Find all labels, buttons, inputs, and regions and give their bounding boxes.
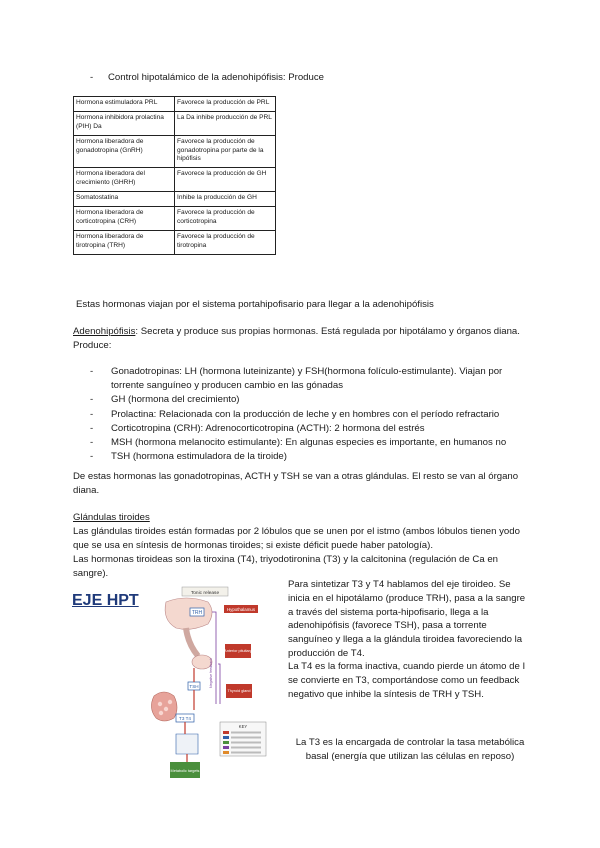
tiroides-heading: Glándulas tiroides [73, 512, 150, 523]
table-cell: Hormona liberadora de corticotropina (CRH) [74, 207, 175, 231]
table-row [74, 135, 276, 168]
table-row [74, 111, 276, 135]
bullet-dash: - [90, 451, 94, 463]
feedback-line [218, 664, 220, 704]
adeno-paragraph [73, 325, 533, 353]
feedback-label: Negative feedback [209, 658, 213, 688]
table-cell: La Da inhibe producción de PRL [175, 111, 276, 135]
table-row [74, 97, 276, 112]
table-cell: Favorece la producción de corticotropina [175, 207, 276, 231]
list-item [90, 365, 530, 393]
table-cell: Hormona inhibidora prolactina (PIH) Da [74, 111, 175, 135]
target-tag-label: Metabolic targets [170, 769, 200, 773]
bullet-dash: - [90, 422, 94, 434]
thyroid-follicle [159, 711, 163, 715]
trh-label: TRH [191, 610, 203, 616]
adeno-hormone-list [90, 365, 530, 464]
key-legend-title: KEY [238, 724, 248, 729]
thyroid-follicle [158, 702, 162, 706]
list-item [90, 436, 530, 450]
thyroid-shape [151, 692, 177, 721]
hpt-axis-paragraph: Para sintetizar T3 y T4 hablamos del eje tiroideo. Se inicia en el hipotálamo (produce TRH), pasa a la sangre a través del sistema porta-hipofisario, llega a la adenohipófisis (favorece TSH), pasa a torrente sanguíneo y llega a la glándula tiroidea favoreciendo la producción de T4. [288, 579, 526, 659]
legend-text-line [231, 742, 261, 744]
tsh-label: TSH [189, 684, 199, 689]
tonic-release-label: Tonic release [190, 591, 220, 596]
list-item-text: Prolactina: Relacionada con la producción de leche y en hombres con el período refractario [111, 408, 500, 420]
t3-paragraph: La T3 es la encargada de controlar la tasa metabólica basal (energía que utilizan las células en reposo) [295, 737, 525, 762]
list-item [90, 393, 530, 407]
bullet-dash: - [90, 408, 94, 420]
hypothalamus-tag-label: Hypothalamus [226, 607, 256, 612]
intro-text: Control hipotalámico de la adenohipófisis: Produce [108, 72, 324, 83]
adeno-heading: Adenohipófisis [73, 326, 136, 337]
table-cell: Favorece la producción de PRL [175, 97, 276, 112]
table-cell: Hormona liberadora de tirotropina (TRH) [74, 230, 175, 254]
list-item-text: TSH (hormona estimuladora de la tiroide) [111, 451, 287, 463]
list-item-text: Gonadotropinas: LH (hormona luteinizante) y FSH(hormona folículo-estimulante). Viajan por torrente sanguíneo y producen cambio en las gónadas [111, 366, 503, 392]
table-cell: Hormona estimuladora PRL [74, 97, 175, 112]
list-item-text: Corticotropina (CRH): Adrenocorticotropina (ACTH): 2 hormona del estrés [111, 422, 425, 434]
legend-swatch [223, 746, 229, 749]
bullet-dash: - [90, 437, 94, 449]
list-item-text: GH (hormona del crecimiento) [111, 394, 240, 406]
pituitary-tag-label: Anterior pituitary [224, 649, 252, 653]
hpt-axis-figure [72, 584, 282, 774]
table-row [74, 192, 276, 207]
legend-swatch [223, 751, 229, 754]
table-cell: Somatostatina [74, 192, 175, 207]
thyroid-follicle [164, 707, 168, 711]
thyroid-tag-label: Thyroid gland [227, 689, 251, 693]
thyroid-follicle [168, 700, 172, 704]
bullet-dash: - [90, 366, 94, 377]
table-cell: Favorece la producción de tirotropina [175, 230, 276, 254]
table-cell: Favorece la producción de gonadotropina por parte de la hipófisis [175, 135, 276, 168]
feedback-line [212, 612, 216, 704]
list-item [90, 450, 530, 464]
target-tissue-box [176, 734, 198, 754]
list-item [90, 408, 530, 422]
list-item [90, 422, 530, 436]
table-row [74, 230, 276, 254]
hypothalamus-shape [165, 598, 212, 629]
hormone-table [73, 96, 276, 255]
hpt-diagram-svg [146, 584, 286, 784]
table-row [74, 168, 276, 192]
bullet-dash: - [90, 394, 94, 406]
table-cell: Favorece la producción de GH [175, 168, 276, 192]
tiroides-paragraph-2: Las hormonas tiroideas son la tiroxina (T4), triyodotironina (T3) y la calcitonina (regulación de Ca en sangre). [73, 554, 498, 580]
figure-title: EJE HPT [72, 592, 139, 609]
tiroides-paragraph-1: Las glándulas tiroides están formadas por 2 lóbulos que se unen por el istmo (ambos lóbulos tienen yodo que se usa en síntesis de hormonas tiroides; si existe déficit puede haber patología). [73, 526, 520, 552]
bullet-dash: - [90, 72, 94, 83]
t4-paragraph: La T4 es la forma inactiva, cuando pierde un átomo de I se convierte en T3, comportándose como un feedback negativo que inhibe la síntesis de TRH y TSH. [288, 661, 526, 700]
adeno-text: : Secreta y produce sus propias hormonas. Está regulada por hipotálamo y órganos diana. Produce: [73, 326, 520, 352]
t3t4-label: T3 T4 [179, 716, 191, 721]
table-cell: Inhibe la producción de GH [175, 192, 276, 207]
portal-sentence: Estas hormonas viajan por el sistema portahipofisario para llegar a la adenohipófisis [76, 299, 434, 310]
legend-swatch [223, 731, 229, 734]
hpt-diagram [146, 584, 286, 784]
legend-swatch [223, 736, 229, 739]
gonadotropins-paragraph: De estas hormonas las gonadotropinas, ACTH y TSH se van a otras glándulas. El resto se van al órgano diana. [73, 471, 519, 497]
table-cell: Hormona liberadora del crecimiento (GHRH) [74, 168, 175, 192]
legend-swatch [223, 741, 229, 744]
list-item-text: MSH (hormona melanocito estimulante): En algunas especies es importante, en humanos no [111, 437, 507, 449]
legend-text-line [231, 732, 261, 734]
legend-text-line [231, 752, 261, 754]
table-cell: Hormona liberadora de gonadotropina (GnRH) [74, 135, 175, 168]
intro-line [90, 72, 324, 83]
legend-text-line [231, 737, 261, 739]
legend-text-line [231, 747, 261, 749]
table-row [74, 207, 276, 231]
pituitary-stalk [186, 628, 198, 656]
